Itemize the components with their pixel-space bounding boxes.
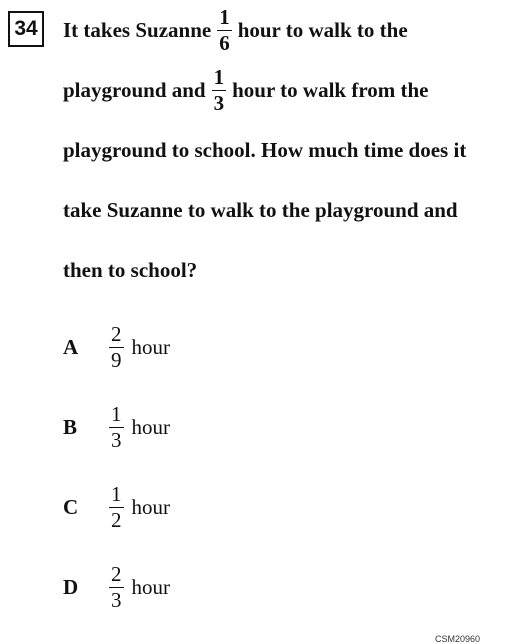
fraction-denominator: 2 [111, 507, 122, 532]
question-line-1 [63, 0, 408, 60]
option-unit: hour [131, 574, 170, 599]
fraction-numerator: 2 [111, 561, 122, 586]
fraction-numerator: 2 [111, 321, 122, 346]
answer-option-b[interactable] [63, 399, 170, 455]
fraction-one-third [212, 64, 227, 115]
question-number: 34 [8, 11, 44, 47]
option-letter: B [63, 414, 78, 439]
fraction-denominator: 9 [111, 347, 122, 372]
option-fraction [109, 481, 124, 532]
fraction-denominator: 6 [219, 30, 230, 55]
fraction-one-sixth [217, 4, 232, 55]
item-code: CSM20960 [434, 634, 480, 644]
answer-option-a[interactable] [63, 319, 170, 375]
answer-option-d[interactable] [63, 559, 170, 615]
question-line-2 [63, 60, 429, 120]
question-line-4 [63, 180, 458, 240]
fraction-denominator: 3 [213, 90, 225, 115]
option-fraction [109, 321, 124, 372]
fraction-denominator: 3 [111, 587, 122, 612]
option-unit: hour [131, 414, 170, 439]
fraction-numerator: 1 [111, 481, 122, 506]
question-text-3: playground to school. How much time does it [63, 137, 467, 162]
question-text-2b: hour to walk from the [232, 77, 429, 102]
option-fraction [109, 561, 124, 612]
fraction-numerator: 1 [213, 64, 225, 89]
question-text-1b: hour to walk to the [237, 17, 408, 42]
fraction-numerator: 1 [111, 401, 122, 426]
option-fraction [109, 401, 124, 452]
answer-option-c[interactable] [63, 479, 170, 535]
option-unit: hour [131, 494, 170, 519]
option-letter: D [63, 574, 79, 599]
option-unit: hour [131, 334, 170, 359]
question-text-4: take Suzanne to walk to the playground and [63, 197, 458, 222]
question-line-3 [63, 120, 466, 180]
question-text-2a: playground and [63, 77, 206, 102]
option-letter: A [63, 334, 79, 359]
question-text-5: then to school? [63, 257, 198, 282]
fraction-numerator: 1 [219, 4, 230, 29]
question-line-5 [63, 240, 197, 300]
question-text-1a: It takes Suzanne [63, 17, 212, 42]
fraction-denominator: 3 [111, 427, 122, 452]
option-letter: C [63, 494, 79, 519]
